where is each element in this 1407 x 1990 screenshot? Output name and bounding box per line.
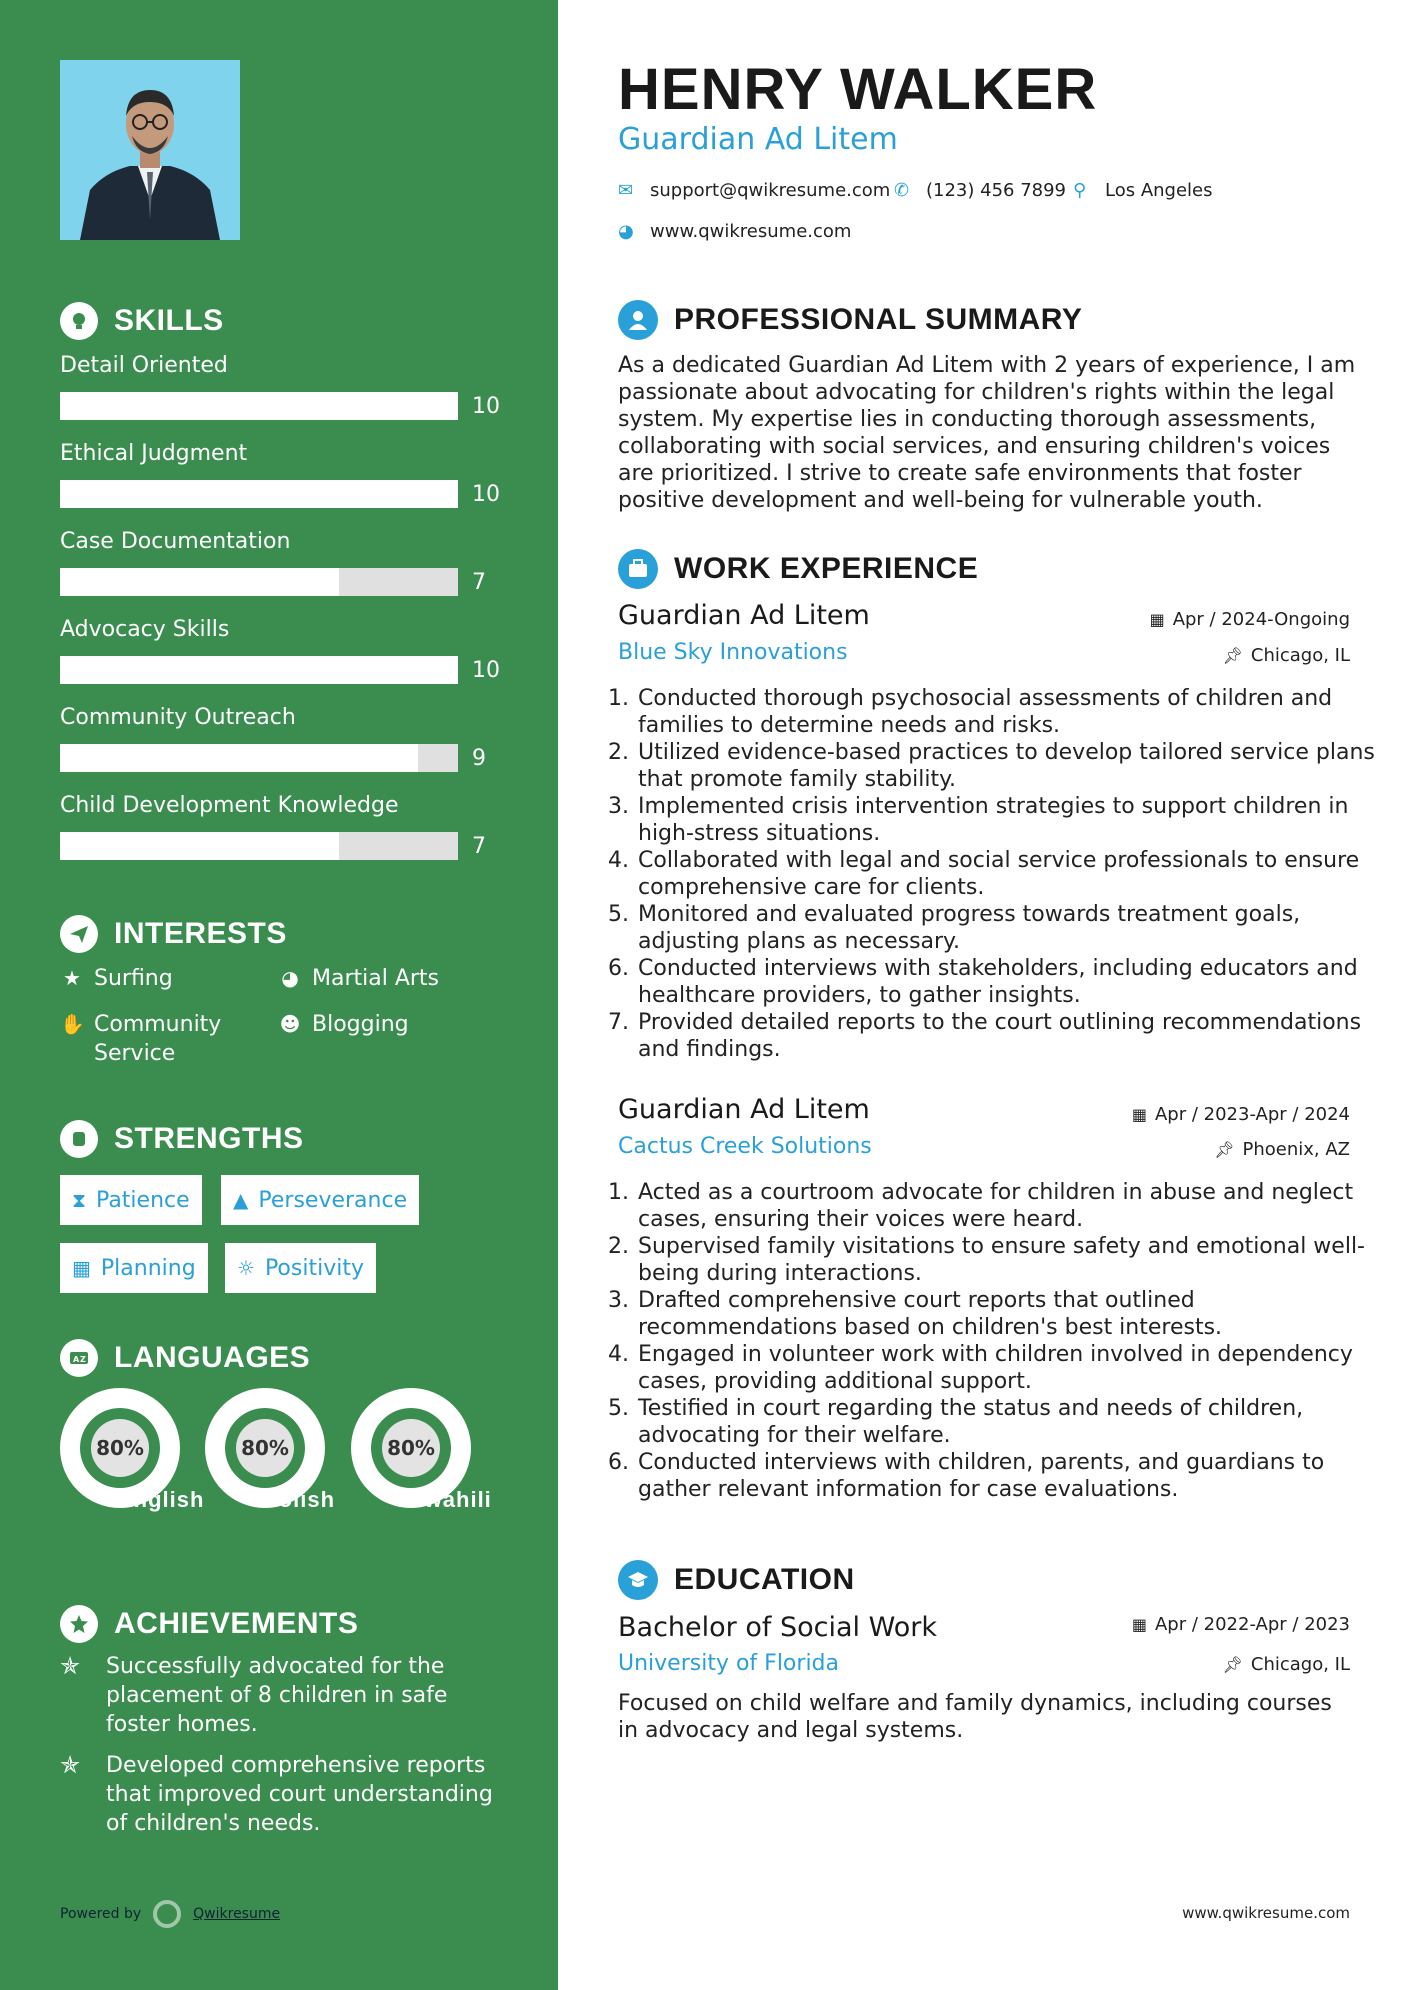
skills-heading: SKILLS	[60, 302, 224, 340]
skill-value: 10	[472, 657, 500, 683]
email-contact	[618, 180, 890, 201]
list-item: 4. Engaged in volunteer work with children involved in dependency cases, providing additional support.	[636, 1341, 1386, 1395]
website-link[interactable]: www.qwikresume.com	[650, 221, 852, 242]
interest-item: ✋ Community Service	[60, 1012, 222, 1066]
person-portrait	[60, 60, 240, 240]
list-item: 1. Conducted thorough psychosocial assessments of children and families to determine needs and risks.	[636, 685, 1386, 739]
list-item: 1. Acted as a courtroom advocate for children in abuse and neglect cases, ensuring their voices were heard.	[636, 1179, 1386, 1233]
map-pin-icon: ⚲	[1073, 180, 1087, 201]
website-contact	[618, 221, 851, 242]
hand-icon: ✋	[60, 1012, 85, 1036]
job-title: Guardian Ad Litem	[618, 1094, 870, 1125]
svg-text:A: A	[73, 1355, 80, 1364]
calendar-icon: ▦	[1149, 610, 1165, 629]
sidebar	[0, 0, 558, 1990]
skill-item	[60, 352, 520, 420]
location-contact: ⚲ Los Angeles	[1073, 180, 1213, 201]
skill-value: 9	[472, 745, 486, 771]
achievement-item: ✯ Developed comprehensive reports that improved court understanding of children's needs.	[60, 1751, 493, 1836]
main-content	[558, 0, 1407, 1990]
star-icon: ★	[63, 966, 81, 990]
globe-icon: ◕	[618, 221, 634, 242]
powered-by: Powered by Qwikresume	[60, 1900, 280, 1928]
list-item: 7. Provided detailed reports to the court outlining recommendations and findings.	[636, 1009, 1386, 1063]
skill-item	[60, 616, 520, 684]
language-icon	[60, 1339, 98, 1377]
summary-text: As a dedicated Guardian Ad Litem with 2 years of experience, I am passionate about advocating for children's rights within the legal system. My expertise lies in conducting thorough assessments, collaborating with social services, and ensuring children's voices are prioritized. I strive to create safe environments that foster positive development and well-being for vulnerable youth.	[618, 353, 1356, 513]
language-percent: 80%	[236, 1419, 294, 1477]
strength-tag: ▦ Planning	[60, 1243, 208, 1293]
job-bullets	[606, 1179, 1386, 1503]
calendar-icon: ▦	[1131, 1615, 1147, 1634]
list-item: 5. Monitored and evaluated progress towards treatment goals, adjusting plans as necessary.	[636, 901, 1386, 955]
language-item	[349, 1388, 492, 1512]
job-dates: ▦ Apr / 2023-Apr / 2024	[1131, 1104, 1350, 1125]
job-location: 📌︎ Phoenix, AZ	[1214, 1139, 1350, 1160]
calendar-icon: ▦	[1131, 1105, 1147, 1124]
skill-bar	[60, 656, 458, 684]
qwikresume-logo-icon	[153, 1900, 181, 1928]
skill-bar	[60, 480, 458, 508]
skill-label: Ethical Judgment	[60, 441, 248, 466]
languages-heading: A Z LANGUAGES	[60, 1339, 310, 1377]
list-item: 5. Testified in court regarding the status and needs of children, advocating for their welfare.	[636, 1395, 1386, 1449]
language-name: Polish	[263, 1487, 336, 1512]
skill-value: 7	[472, 833, 486, 859]
fist-icon	[60, 1120, 98, 1158]
education-heading: EDUCATION	[618, 1560, 855, 1600]
trophy-icon	[60, 1605, 98, 1643]
skill-bar	[60, 832, 458, 860]
skill-bar	[60, 568, 458, 596]
education-dates: ▦ Apr / 2022-Apr / 2023	[1131, 1614, 1350, 1635]
education-location: 📌︎ Chicago, IL	[1222, 1654, 1350, 1675]
candidate-name: HENRY WALKER	[618, 57, 1098, 122]
road-icon: ▲	[233, 1188, 249, 1212]
job-title: Guardian Ad Litem	[618, 600, 870, 631]
job-company: Cactus Creek Solutions	[618, 1134, 872, 1159]
profile-photo	[60, 60, 240, 240]
skill-value: 10	[472, 481, 500, 507]
skill-label: Community Outreach	[60, 705, 296, 730]
skill-item	[60, 528, 520, 596]
skill-label: Child Development Knowledge	[60, 793, 399, 818]
skill-value: 7	[472, 569, 486, 595]
achievements-heading: ACHIEVEMENTS	[60, 1605, 358, 1643]
degree-title: Bachelor of Social Work	[618, 1612, 937, 1643]
lightbulb-icon	[60, 302, 98, 340]
paper-plane-icon	[60, 915, 98, 953]
list-item: 6. Conducted interviews with children, parents, and guardians to gather relevant information for case evaluations.	[636, 1449, 1386, 1503]
list-item: 6. Conducted interviews with stakeholders, including educators and healthcare providers, to gather insights.	[636, 955, 1386, 1009]
achievement-item: ✯ Successfully advocated for the placement of 8 children in safe foster homes.	[60, 1652, 448, 1737]
hourglass-icon: ⧗	[72, 1188, 87, 1212]
school-name: University of Florida	[618, 1651, 839, 1676]
sun-icon: ☼	[237, 1256, 255, 1280]
strength-tag: ⧗ Patience	[60, 1175, 202, 1225]
list-item: 3. Drafted comprehensive court reports that outlined recommendations based on children's best interests.	[636, 1287, 1386, 1341]
skill-label: Case Documentation	[60, 529, 291, 554]
pin-icon: 📌︎	[1222, 1655, 1243, 1674]
qwikresume-link[interactable]: Qwikresume	[193, 1906, 281, 1922]
strengths-heading: STRENGTHS	[60, 1120, 304, 1158]
interest-item: ☻ Blogging	[279, 1012, 409, 1037]
job-company: Blue Sky Innovations	[618, 640, 848, 665]
footer-url[interactable]: www.qwikresume.com	[1182, 1904, 1350, 1922]
job-location: 📌︎ Chicago, IL	[1222, 645, 1350, 666]
pin-icon: 📌︎	[1222, 646, 1243, 665]
language-item	[203, 1388, 336, 1512]
phone-contact: ✆ (123) 456 7899	[894, 180, 1067, 201]
language-item	[58, 1388, 205, 1512]
list-item: 4. Collaborated with legal and social service professionals to ensure comprehensive care for clients.	[636, 847, 1386, 901]
list-item: 3. Implemented crisis intervention strategies to support children in high-stress situations.	[636, 793, 1386, 847]
summary-heading: PROFESSIONAL SUMMARY	[618, 300, 1082, 340]
list-item: 2. Supervised family visitations to ensure safety and emotional well-being during interactions.	[636, 1233, 1386, 1287]
graduation-cap-icon	[618, 1560, 658, 1600]
phone-icon: ✆	[894, 180, 910, 201]
language-name: English	[118, 1487, 205, 1512]
interests-heading: INTERESTS	[60, 915, 287, 953]
skill-bar	[60, 392, 458, 420]
skill-label: Advocacy Skills	[60, 617, 230, 642]
list-item: 2. Utilized evidence-based practices to develop tailored service plans that promote family stability.	[636, 739, 1386, 793]
language-percent: 80%	[91, 1419, 149, 1477]
education-description: Focused on child welfare and family dynamics, including courses in advocacy and legal systems.	[618, 1691, 1332, 1743]
email-link[interactable]: support@qwikresume.com	[650, 180, 891, 201]
job-bullets	[606, 685, 1386, 1063]
job-dates: ▦ Apr / 2024-Ongoing	[1149, 609, 1350, 630]
strength-tag: ▲ Perseverance	[221, 1175, 419, 1225]
language-name: Swahili	[409, 1487, 492, 1512]
strength-tag: ☼ Positivity	[225, 1243, 376, 1293]
user-icon	[618, 300, 658, 340]
skill-item	[60, 792, 520, 860]
star-badge-icon: ✯	[60, 1751, 81, 1779]
calendar-icon: ▦	[72, 1256, 91, 1280]
experience-heading: WORK EXPERIENCE	[618, 549, 978, 589]
skill-label: Detail Oriented	[60, 353, 228, 378]
envelope-icon: ✉	[618, 180, 634, 201]
briefcase-icon	[618, 549, 658, 589]
candidate-title: Guardian Ad Litem	[618, 122, 898, 157]
skill-value: 10	[472, 393, 500, 419]
svg-text:Z: Z	[80, 1355, 87, 1364]
users-icon: ☻	[279, 1012, 301, 1036]
skill-item	[60, 704, 520, 772]
interest-item: ★ Surfing	[60, 964, 173, 993]
skill-bar	[60, 744, 458, 772]
interest-item: ◕ Martial Arts	[278, 964, 439, 993]
globe-icon: ◕	[281, 966, 299, 990]
pin-icon: 📌︎	[1214, 1140, 1235, 1159]
language-percent: 80%	[382, 1419, 440, 1477]
star-badge-icon: ✯	[60, 1652, 81, 1680]
skill-item	[60, 440, 520, 508]
